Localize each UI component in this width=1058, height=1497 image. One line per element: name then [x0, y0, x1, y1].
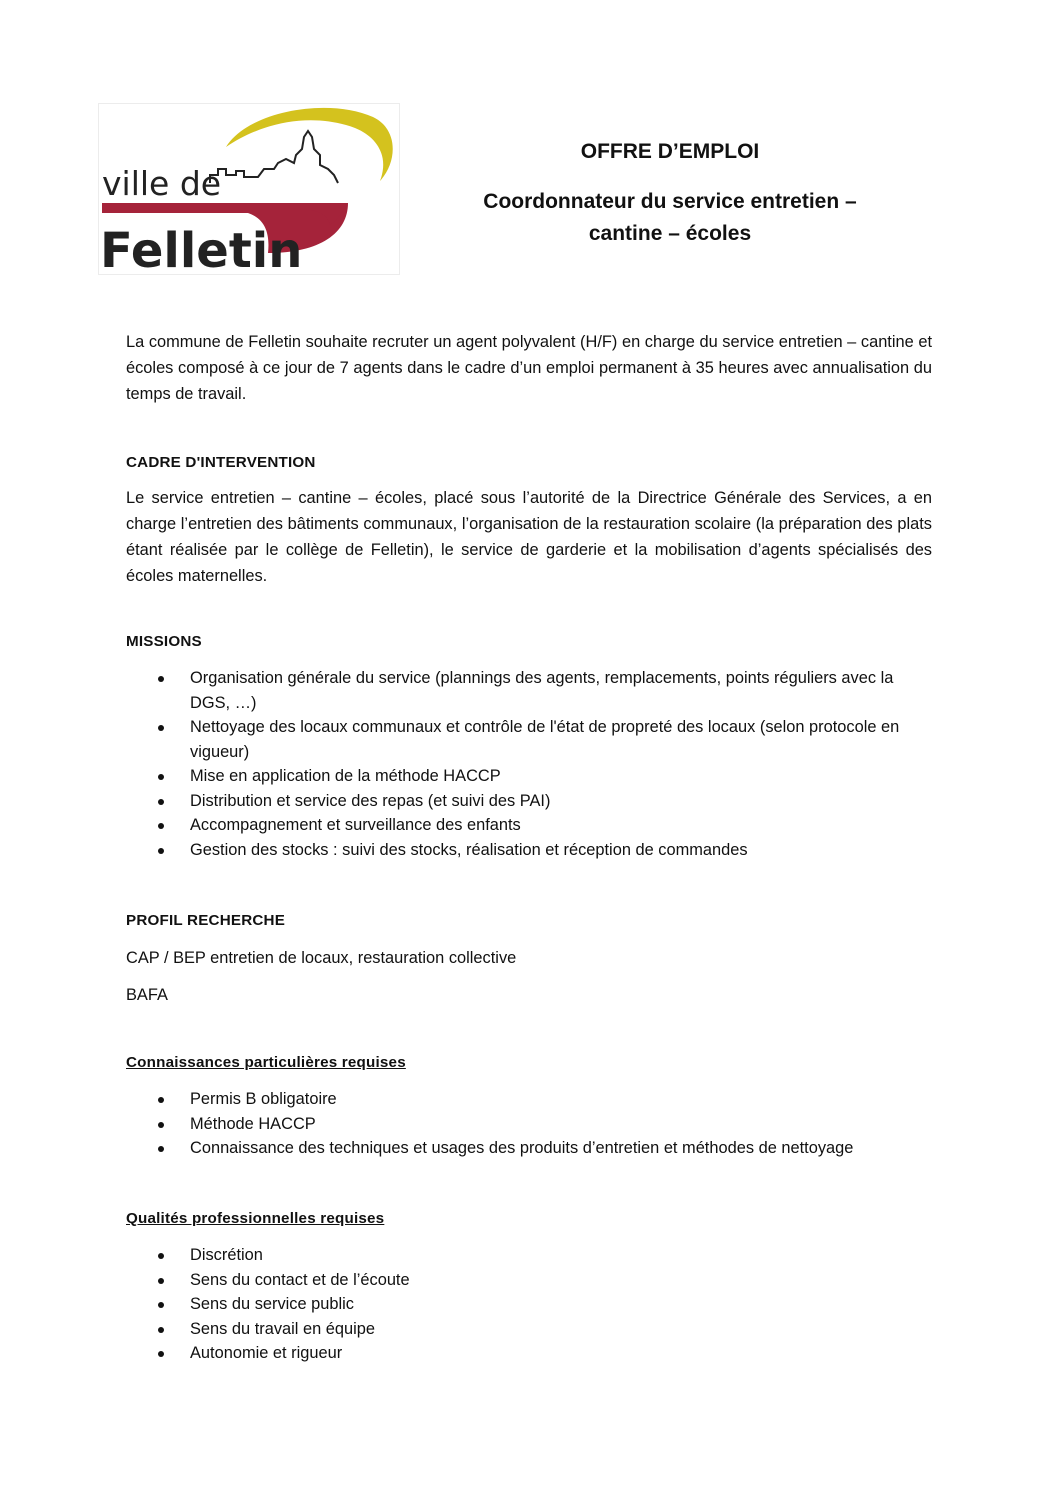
list-item: Connaissance des techniques et usages des produits d’entretien et méthodes de nettoyage: [126, 1136, 932, 1161]
ville-de-felletin-logo: [98, 103, 400, 275]
list-item: Permis B obligatoire: [126, 1087, 932, 1112]
bullet-icon: [158, 1122, 164, 1128]
list-item: Nettoyage des locaux communaux et contrôle de l'état de propreté des locaux (selon protocole en vigueur): [126, 715, 932, 764]
logo-line1: ville de: [102, 164, 222, 203]
profil-heading: PROFIL RECHERCHE: [126, 912, 286, 929]
bullet-icon: [158, 1253, 164, 1259]
profil-line2: BAFA: [126, 986, 168, 1004]
logo-yellow-arc: [226, 108, 393, 181]
list-item: Sens du contact et de l’écoute: [126, 1268, 932, 1293]
list-item: Mise en application de la méthode HACCP: [126, 764, 932, 789]
logo-skyline: [210, 131, 338, 183]
job-title: [420, 186, 920, 250]
profil-line1: CAP / BEP entretien de locaux, restauration collective: [126, 949, 517, 967]
bullet-icon: [158, 676, 164, 682]
list-item: Méthode HACCP: [126, 1112, 932, 1137]
bullet-icon: [158, 1146, 164, 1152]
qualites-heading: Qualités professionnelles requises: [126, 1210, 385, 1227]
bullet-icon: [158, 1278, 164, 1284]
logo-graphic: [98, 103, 400, 275]
job-title-line2: cantine – écoles: [588, 222, 752, 245]
missions-heading: MISSIONS: [126, 633, 202, 650]
missions-list: [126, 666, 932, 862]
job-title-line1: Coordonnateur du service entretien –: [483, 190, 857, 213]
list-item: Accompagnement et surveillance des enfants: [126, 813, 932, 838]
connaissances-list: [126, 1087, 932, 1161]
list-item: Sens du travail en équipe: [126, 1317, 932, 1342]
bullet-icon: [158, 1302, 164, 1308]
bullet-icon: [158, 1327, 164, 1333]
bullet-icon: [158, 823, 164, 829]
intro-paragraph: La commune de Felletin souhaite recruter un agent polyvalent (H/F) en charge du service entretien – cantine et écoles composé à ce jour de 7 agents dans le cadre d’un emploi permanent à 35 heures avec annualisation du temps de travail.: [126, 333, 932, 403]
connaissances-heading: Connaissances particulières requises: [126, 1054, 406, 1071]
bullet-icon: [158, 1351, 164, 1357]
cadre-heading: CADRE D'INTERVENTION: [126, 454, 316, 471]
list-item: Sens du service public: [126, 1292, 932, 1317]
bullet-icon: [158, 848, 164, 854]
list-item: Organisation générale du service (plannings des agents, remplacements, points réguliers avec la DGS, …): [126, 666, 932, 715]
list-item: Discrétion: [126, 1243, 932, 1268]
list-item: Gestion des stocks : suivi des stocks, réalisation et réception de commandes: [126, 838, 932, 863]
bullet-icon: [158, 774, 164, 780]
qualites-list: [126, 1243, 932, 1366]
logo-line2: Felletin: [100, 223, 303, 275]
offer-heading: OFFRE D’EMPLOI: [580, 140, 760, 163]
bullet-icon: [158, 799, 164, 805]
bullet-icon: [158, 1097, 164, 1103]
list-item: Distribution et service des repas (et suivi des PAI): [126, 789, 932, 814]
cadre-paragraph: Le service entretien – cantine – écoles, placé sous l’autorité de la Directrice Générale des Services, a en charge l’entretien des bâtiments communaux, l’organisation de la restauration scolaire (la préparation des plats étant réalisée par le collège de Felletin), le service de garderie et la mobilisation d’agents spécialisés des écoles maternelles.: [126, 489, 932, 585]
bullet-icon: [158, 725, 164, 731]
list-item: Autonomie et rigueur: [126, 1341, 932, 1366]
